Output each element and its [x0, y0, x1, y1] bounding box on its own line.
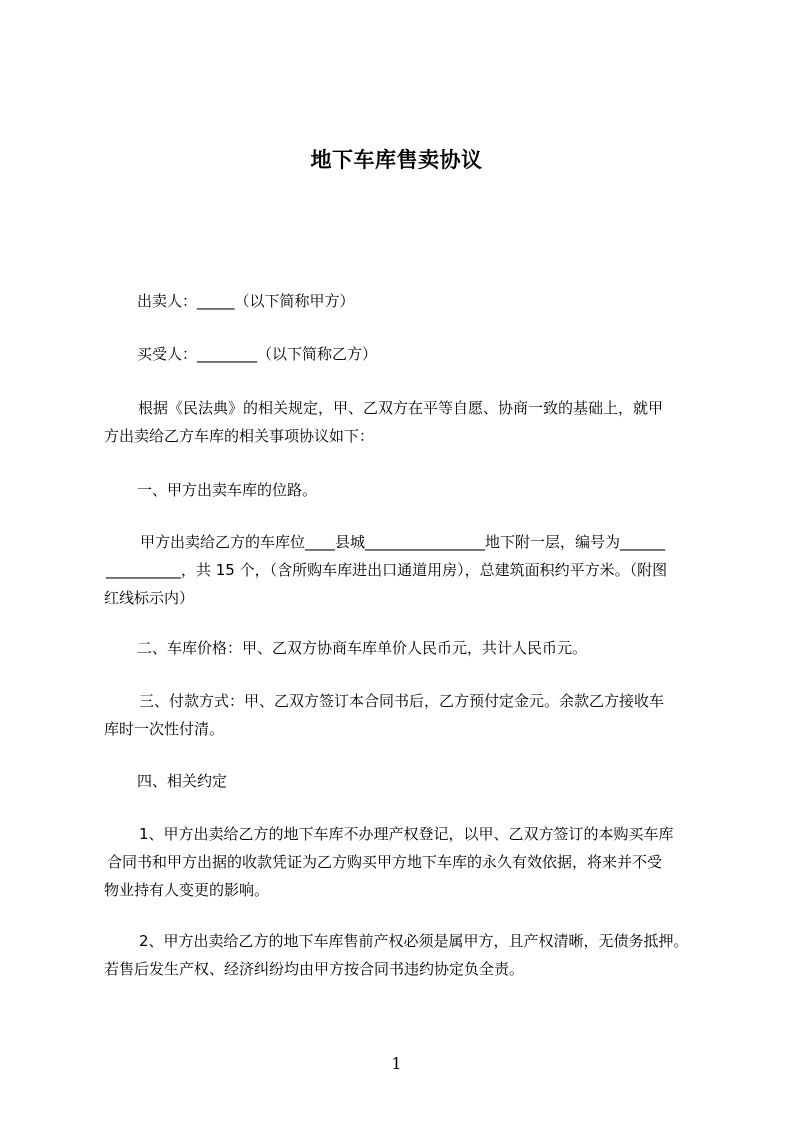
intro-line-1: 根据《民法典》的相关规定，甲、乙双方在平等自愿、协商一致的基础上，就甲 — [138, 399, 664, 417]
clause2 — [104, 927, 689, 983]
section1-heading: 一、甲方出卖车库的位路。 — [137, 481, 318, 499]
section1-line-2: __________，共 15 个，（含所购车库进出口通道用房），总建筑面积约平方米。（附图 — [106, 561, 668, 579]
section1-line-1: 甲方出卖给乙方的车库位____县城________________地下附一层，编号为______ — [140, 533, 666, 551]
seller-line: 出卖人：_____（以下简称甲方） — [137, 292, 355, 310]
section1-body — [104, 528, 667, 612]
clause1 — [104, 820, 674, 904]
clause1-line-1: 1、甲方出卖给乙方的地下车库不办理产权登记，以甲、乙双方签订的本购买车库 — [139, 825, 674, 843]
section2-price: 二、车库价格：甲、乙双方协商车库单价人民币元，共计人民币元。 — [137, 639, 588, 657]
clause1-line-2: 合同书和甲方出据的收款凭证为乙方购买甲方地下车库的永久有效依据，将来并不受 — [107, 853, 663, 871]
intro-paragraph — [104, 394, 663, 450]
intro-line-2: 方出卖给乙方车库的相关事项协议如下： — [104, 427, 375, 445]
buyer-line: 买受人：________（以下简称乙方） — [137, 345, 378, 363]
document-title: 地下车库售卖协议 — [310, 148, 483, 172]
section4-heading: 四、相关约定 — [137, 772, 228, 790]
clause2-line-2: 若售后发生产权、经济纠纷均由甲方按合同书违约协定负全责。 — [104, 960, 525, 978]
clause1-line-3: 物业持有人变更的影响。 — [104, 881, 270, 899]
section3-line-2: 库时一次性付清。 — [104, 720, 225, 738]
page-number: 1 — [391, 1054, 402, 1073]
section3-line-1: 三、付款方式：甲、乙双方签订本合同书后，乙方预付定金元。余款乙方接收车 — [139, 692, 665, 710]
section1-line-3: 红线标示内） — [104, 589, 195, 607]
clause2-line-1: 2、甲方出卖给乙方的地下车库售前产权必须是属甲方，且产权清晰，无债务抵押。 — [139, 932, 689, 950]
section3-payment — [104, 687, 664, 743]
